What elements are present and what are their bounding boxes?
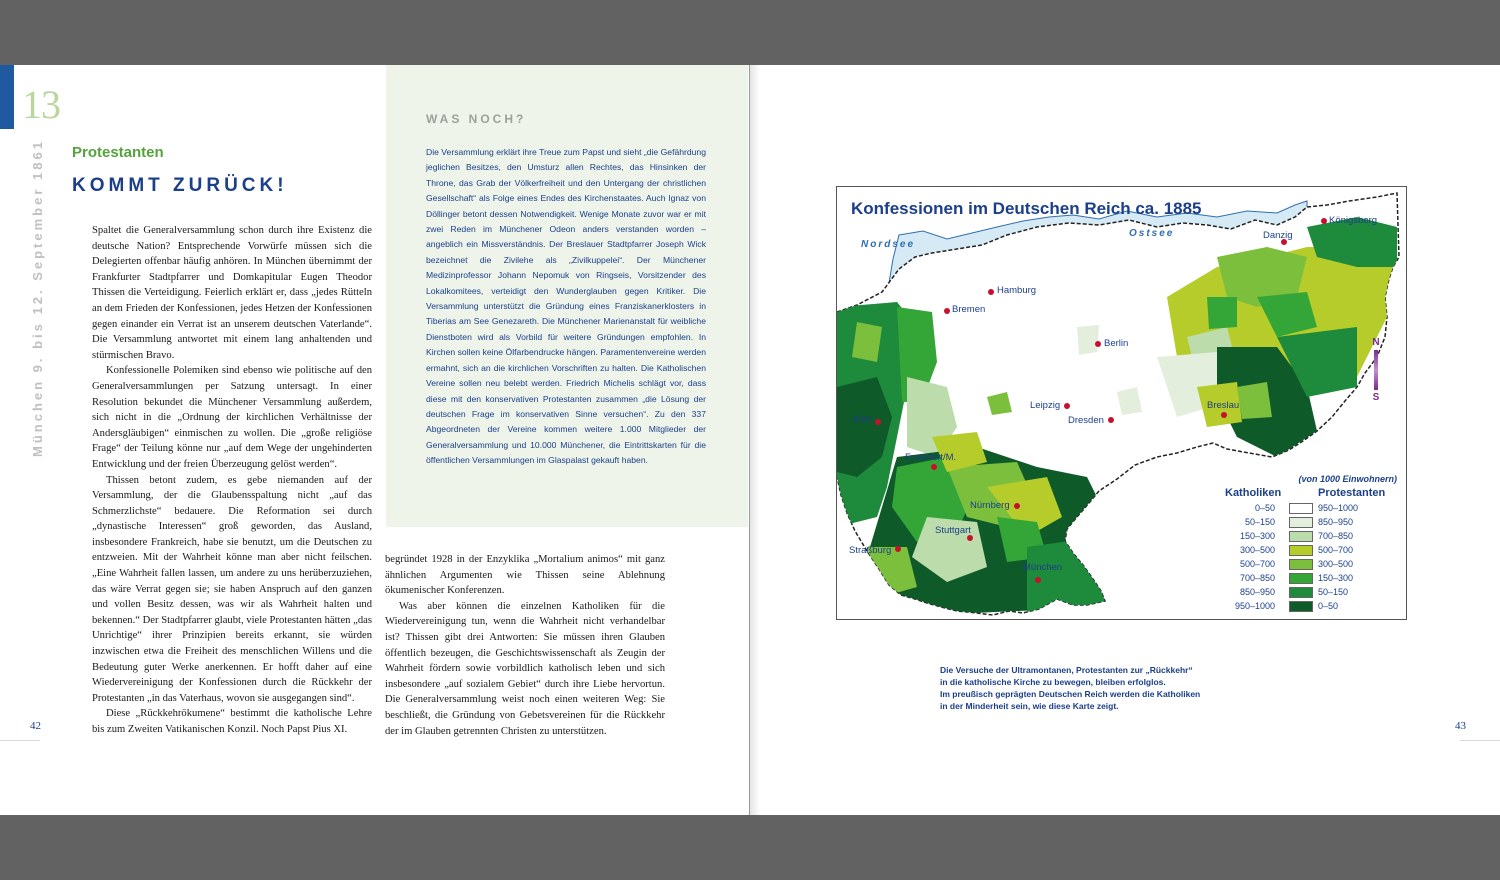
city-dot [875, 419, 881, 425]
legend-catholics-value: 850–950 [1239, 587, 1275, 597]
folio-rule-right [1460, 740, 1500, 741]
city-label-frankfurt: Frankfurt/M. [905, 452, 957, 463]
chapter-number: 13 [22, 82, 60, 127]
map-title: Konfessionen im Deutschen Reich ca. 1885 [851, 199, 1202, 218]
folio-rule-left [0, 740, 40, 741]
caption-line: in der Minderheit sein, wie diese Karte zeigt. [940, 701, 1119, 711]
legend-catholics-value: 500–700 [1239, 559, 1275, 569]
legend-row [1223, 516, 1403, 530]
legend-row [1223, 530, 1403, 544]
legend-protestants-value: 0–50 [1318, 601, 1339, 611]
sea-label-ostsee: Ostsee [1129, 228, 1175, 239]
sidebar-box [386, 65, 748, 527]
body-paragraph: Thissen betont zudem, es gebe niemanden auf der Versammlung, der die Glaubensspaltung nicht „auf das Schmerzlichste“ bedauere. Die Reformation sei durch „dynastische Interessen“ groß geworden, das Ausland, insbesondere Frankreich, habe sie benutzt, um die Deutschen zu entzweien. Mit der Wahrheit könne man aber nicht feilschen. „Eine Wahrheit fallen lassen, um andere zu uns herüberzuziehen, das wäre Verrat gegen sie; sie haben Anspruch auf den ganzen und vollen Besitz dessen, was wir als Wahrheit halten und bekennen.“ Der Stadtpfarrer glaubt, viele Protestanten hätten „das Unrichtige“ ihrer Prinzipien bereits erkannt, sie würden inzwischen etwa die Freiheit des menschlichen Willens und die Bedeutung guter Werke anerkennen. Er hofft daher auf eine Wiedervereinigung der Konfessionen durch die Rückkehr der Protestanten „in das Vaterhaus, wovon sie ausgegangen sind“. [92, 474, 372, 704]
compass-needle-icon [1374, 350, 1378, 390]
body-paragraph: Spaltet die Generalversammlung schon durch ihre Existenz die deutsche Nation? Entsprechende Vorwürfe müssen sich die Delegierten offenbar häufig anhören. In München übernimmt der Frankfurter Stadtpfarrer und Domkapitular Eugen Theodor Thissen die Verteidigung. Feierlich erklärt er, dass „jedes Rütteln an dem Frieden der Konfessionen, jedes Hetzen der Konfessionen gegen einander ein Verrat ist an unserem deutschen Vaterlande“. Die Versammlung antwortet mit einem lang anhaltenden und stürmischen Bravo. [92, 225, 372, 361]
legend-catholics-value: 300–500 [1239, 545, 1275, 555]
legend-row [1223, 544, 1403, 558]
legend-protestants-value: 50–150 [1318, 587, 1349, 597]
legend-catholics-value: 50–150 [1244, 517, 1275, 527]
city-label-muenchen: München [1023, 562, 1063, 573]
city-label-dresden: Dresden [1068, 415, 1104, 426]
legend-row [1223, 600, 1403, 614]
legend-catholics-value: 150–300 [1239, 531, 1275, 541]
legend-swatch [1289, 573, 1313, 584]
city-dot [895, 546, 901, 552]
page-title: KOMMT ZURÜCK! [72, 175, 288, 196]
map-caption [940, 664, 1300, 712]
gutter-shadow [750, 65, 760, 815]
legend-row [1223, 558, 1403, 572]
sidebar-text: Die Versammlung erklärt ihre Treue zum Papst und sieht „die Gefährdung jeglichen Besitzes, den Umsturz allen Rechtes, das Hinsinken der Throne, das Grab der Völkerfreiheit und den Untergang der christlichen Gesellschaft“ als Folge eines Endes des Kirchenstaates. Auch Ignaz von Döllinger betont dessen Notwendigkeit. Wenige Monate zuvor war er mit zwei Reden im Münchener Odeon anders verstanden worden – angeblich ein Missverständnis. Der Breslauer Stadtpfarrer Joseph Wick bezeichnet die Zivilehe als „Zivilkuppelei“. Der Münchener Medizinprofessor Johann Nepomuk von Ringseis, Vorsitzender des Lokalkomitees, verteidigt den Wunderglauben gegen Kritiker. Die Versammlung unterstützt die Gründung eines Franziskanerklosters in Tiberias am See Genezareth. Die Münchener Marienanstalt für weibliche Dienstboten wird als Vorbild für weitere Gründungen empfohlen. In Kirchen sollen keine Ölfarbendrucke hängen. Paramentenvereine werden ermahnt, sich an die kirchlichen Vorschriften zu halten. Die Katholischen Vereine sollen neu belebt werden. Friedrich Michelis schlägt vor, dass diese mit den konservativen Protestanten zusammen „die Lösung der deutschen Frage im konservativen Sinne versuchen“. Zu den 337 Abgeordneten der Vereine kommen weitere 1.000 Mitglieder der Generalversammlung und 10.000 Münchener, die Eintrittskarten für die öffentlichen Versammlungen im Glaspalast gekauft haben. [426, 147, 706, 466]
legend-swatch [1289, 545, 1313, 556]
compass-north-label: N [1372, 337, 1380, 348]
body-column-1 [92, 223, 372, 738]
page-number-left: 42 [30, 720, 41, 732]
legend-protestants-value: 300–500 [1318, 559, 1354, 569]
legend-row [1223, 502, 1403, 516]
legend-swatch [1289, 601, 1313, 612]
page-number-right: 43 [1455, 720, 1466, 732]
legend-swatch [1289, 517, 1313, 528]
legend-protestants-value: 850–950 [1318, 517, 1354, 527]
legend-catholics-value: 0–50 [1254, 503, 1275, 513]
city-dot [1095, 341, 1101, 347]
city-dot [1221, 412, 1227, 418]
section-kicker: Protestanten [72, 144, 164, 161]
legend-unit: (von 1000 Einwohnern) [1298, 474, 1397, 484]
city-dot [1035, 577, 1041, 583]
legend-heading-protestants: Protestanten [1318, 487, 1386, 499]
body-paragraph: Konfessionelle Polemiken sind ebenso wie politische auf den Generalversammlungen per Satzung untersagt. In einer Resolution bekundet die Münchener Versammlung außerdem, sich nicht in die „Ordnung der kirchlichen Verhältnisse der Andersgläubigen“ einmischen zu wollen. Die „große religiöse Frage“ der Teilung könne nur „auf dem Wege der ungehinderten Entwicklung und der freien Überzeugung gelöst werden“. [92, 365, 372, 470]
city-label-stuttgart: Stuttgart [935, 525, 971, 536]
city-label-leipzig: Leipzig [1030, 400, 1061, 411]
legend-protestants-value: 500–700 [1318, 545, 1354, 555]
legend-protestants-value: 950–1000 [1318, 503, 1359, 513]
legend-swatch [1289, 559, 1313, 570]
city-label-strassburg: Straßburg [849, 545, 892, 556]
sidebar-title: WAS NOCH? [426, 112, 527, 126]
body-paragraph: begründet 1928 in der Enzyklika „Mortalium animos“ mit ganz ähnlichen Argumenten wie Thissen seine Ablehnung ökumenischer Konferenzen. [385, 554, 665, 597]
city-label-berlin: Berlin [1104, 338, 1129, 349]
legend-catholics-value: 950–1000 [1234, 601, 1275, 611]
vertical-date-line: München 9. bis 12. September 1861 [30, 139, 45, 457]
sea-label-nordsee: Nordsee [861, 239, 916, 250]
legend-catholics-value: 700–850 [1239, 573, 1275, 583]
confession-map [836, 186, 1407, 620]
body-paragraph: Diese „Rückkehrökumene“ bestimmt die katholische Lehre bis zum Zweiten Vatikanischen Konzil. Noch Papst Pius XI. [92, 708, 372, 735]
city-dot [988, 289, 994, 295]
city-label-breslau: Breslau [1207, 400, 1240, 411]
city-label-danzig: Danzig [1263, 230, 1293, 241]
body-column-2 [385, 552, 665, 739]
compass-south-label: S [1372, 392, 1380, 403]
legend-protestants-value: 700–850 [1318, 531, 1354, 541]
caption-line: Im preußisch geprägten Deutschen Reich werden die Katholiken [940, 689, 1201, 699]
compass-rose [1368, 337, 1384, 403]
caption-line: Die Versuche der Ultramontanen, Protestanten zur „Rückkehr“ [940, 665, 1193, 675]
city-label-nuernberg: Nürnberg [970, 500, 1010, 511]
legend-heading-catholics: Katholiken [1225, 487, 1282, 499]
city-label-koenigsberg: Königsberg [1329, 215, 1378, 226]
legend-swatch [1289, 531, 1313, 542]
legend-swatch [1289, 503, 1313, 514]
city-dot [944, 308, 950, 314]
city-dot [1014, 503, 1020, 509]
city-dot [931, 464, 937, 470]
legend-protestants-value: 150–300 [1318, 573, 1354, 583]
city-label-koeln: Köln [853, 414, 873, 425]
legend-row [1223, 586, 1403, 600]
body-paragraph: Was aber können die einzelnen Katholiken für die Wiedervereinigung tun, wenn die Wahrheit nicht verhandelbar ist? Thissen gibt drei Antworten: Sie müssen ihren Glauben öffentlich bezeugen, die Geschichtswissenschaft als Zeugin der Wahrheit fördern sowie vorbildlich katholisch leben und sich insbesondere „auf sozialem Gebiet“ durch ihre Liebe hervortun. Die Generalversammlung weist noch einen weiteren Weg: Sie beschließt, die Gründung von Gebetsvereinen für die Rückkehr der im Glauben getrennten Christen zu unterstützen. [385, 600, 665, 737]
legend-swatch [1289, 587, 1313, 598]
caption-line: in die katholische Kirche zu bewegen, bleiben erfolglos. [940, 677, 1166, 687]
city-label-hamburg: Hamburg [997, 285, 1037, 296]
legend-row [1223, 572, 1403, 586]
city-dot [1321, 218, 1327, 224]
city-label-bremen: Bremen [952, 304, 986, 315]
chapter-tab [0, 65, 14, 129]
book-spread [0, 65, 1500, 815]
city-dot [1108, 417, 1114, 423]
city-dot [1064, 403, 1070, 409]
